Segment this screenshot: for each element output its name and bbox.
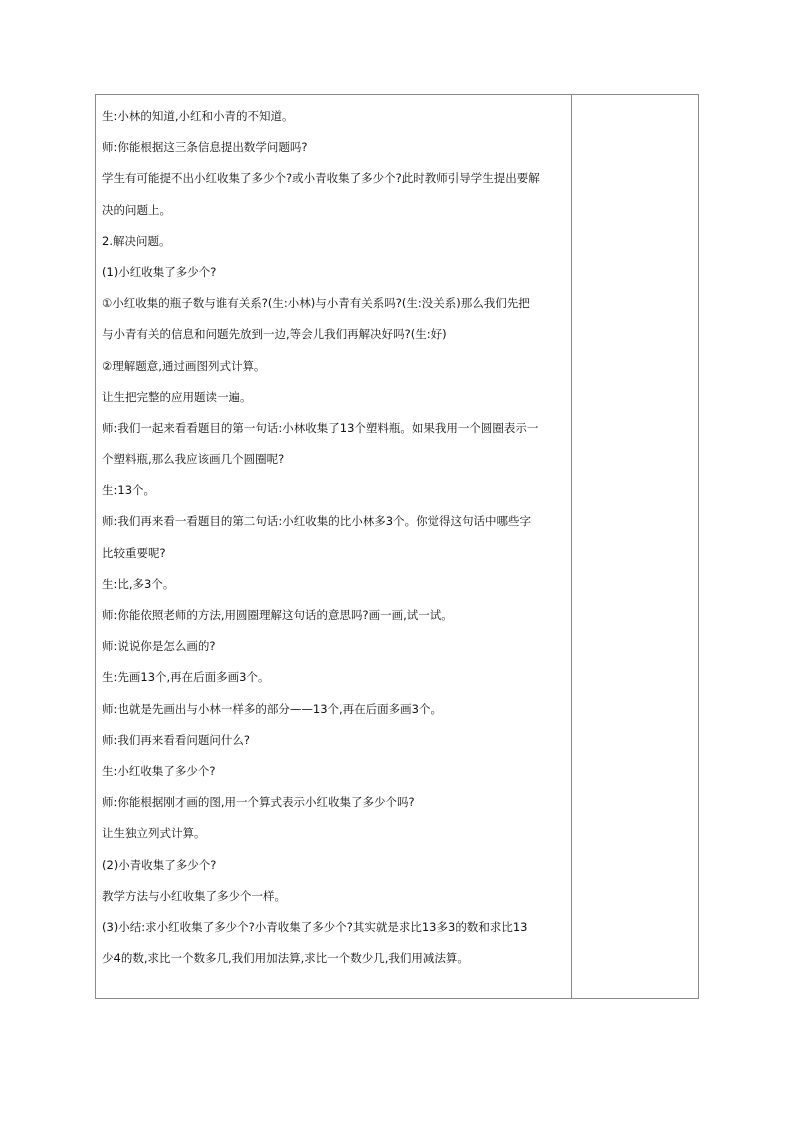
text-line: 个塑料瓶,那么我应该画几个圆圈呢? xyxy=(102,452,285,467)
text-line: 生:小红收集了多少个? xyxy=(102,763,216,778)
lesson-table xyxy=(95,94,699,999)
lesson-content-cell xyxy=(102,101,567,974)
text-line: 决的问题上。 xyxy=(102,202,171,217)
text-line: 让生独立列式计算。 xyxy=(102,826,206,841)
text-line: 师:你能根据这三条信息提出数学问题吗? xyxy=(102,140,308,155)
text-line: 与小青有关的信息和问题先放到一边,等会儿我们再解决好吗?(生:好) xyxy=(102,327,447,342)
text-line: 师:也就是先画出与小林一样多的部分——13个,再在后面多画3个。 xyxy=(102,701,442,716)
text-line: ①小红收集的瓶子数与谁有关系?(生:小林)与小青有关系吗?(生:没关系)那么我们先把 xyxy=(102,296,530,311)
text-line: 生:小林的知道,小红和小青的不知道。 xyxy=(102,109,294,123)
notes-cell xyxy=(572,95,698,998)
text-line: 师:你能根据刚才画的图,用一个算式表示小红收集了多少个吗? xyxy=(102,795,415,810)
text-line: 学生有可能提不出小红收集了多少个?或小青收集了多少个?此时教师引导学生提出要解 xyxy=(102,171,540,186)
text-line: 生:先画13个,再在后面多画3个。 xyxy=(102,670,270,685)
text-line: 师:我们再来看一看题目的第二句话:小红收集的比小林多3个。你觉得这句话中哪些字 xyxy=(102,514,532,529)
text-line: 师:你能依照老师的方法,用圆圈理解这句话的意思吗?画一画,试一试。 xyxy=(102,608,453,622)
text-line: ②理解题意,通过画图列式计算。 xyxy=(102,358,266,373)
text-line: (1)小红收集了多少个? xyxy=(102,264,217,279)
text-line: 比较重要呢? xyxy=(102,545,166,560)
text-line: 2.解决问题。 xyxy=(102,233,171,248)
text-line: 少4的数,求比一个数多几,我们用加法算,求比一个数少几,我们用减法算。 xyxy=(102,951,469,966)
text-line: (2)小青收集了多少个? xyxy=(102,857,217,872)
text-line: 生:13个。 xyxy=(102,483,156,498)
text-line: 师:我们再来看看问题问什么? xyxy=(102,732,250,747)
text-line: 师:说说你是怎么画的? xyxy=(102,639,216,654)
text-line: (3)小结:求小红收集了多少个?小青收集了多少个?其实就是求比13多3的数和求比13 xyxy=(102,919,528,934)
text-line: 教学方法与小红收集了多少个一样。 xyxy=(102,888,286,903)
text-line: 生:比,多3个。 xyxy=(102,576,175,591)
text-line: 师:我们一起来看看题目的第一句话:小林收集了13个塑料瓶。如果我用一个圆圈表示一 xyxy=(102,420,539,435)
text-line: 让生把完整的应用题读一遍。 xyxy=(102,389,252,404)
